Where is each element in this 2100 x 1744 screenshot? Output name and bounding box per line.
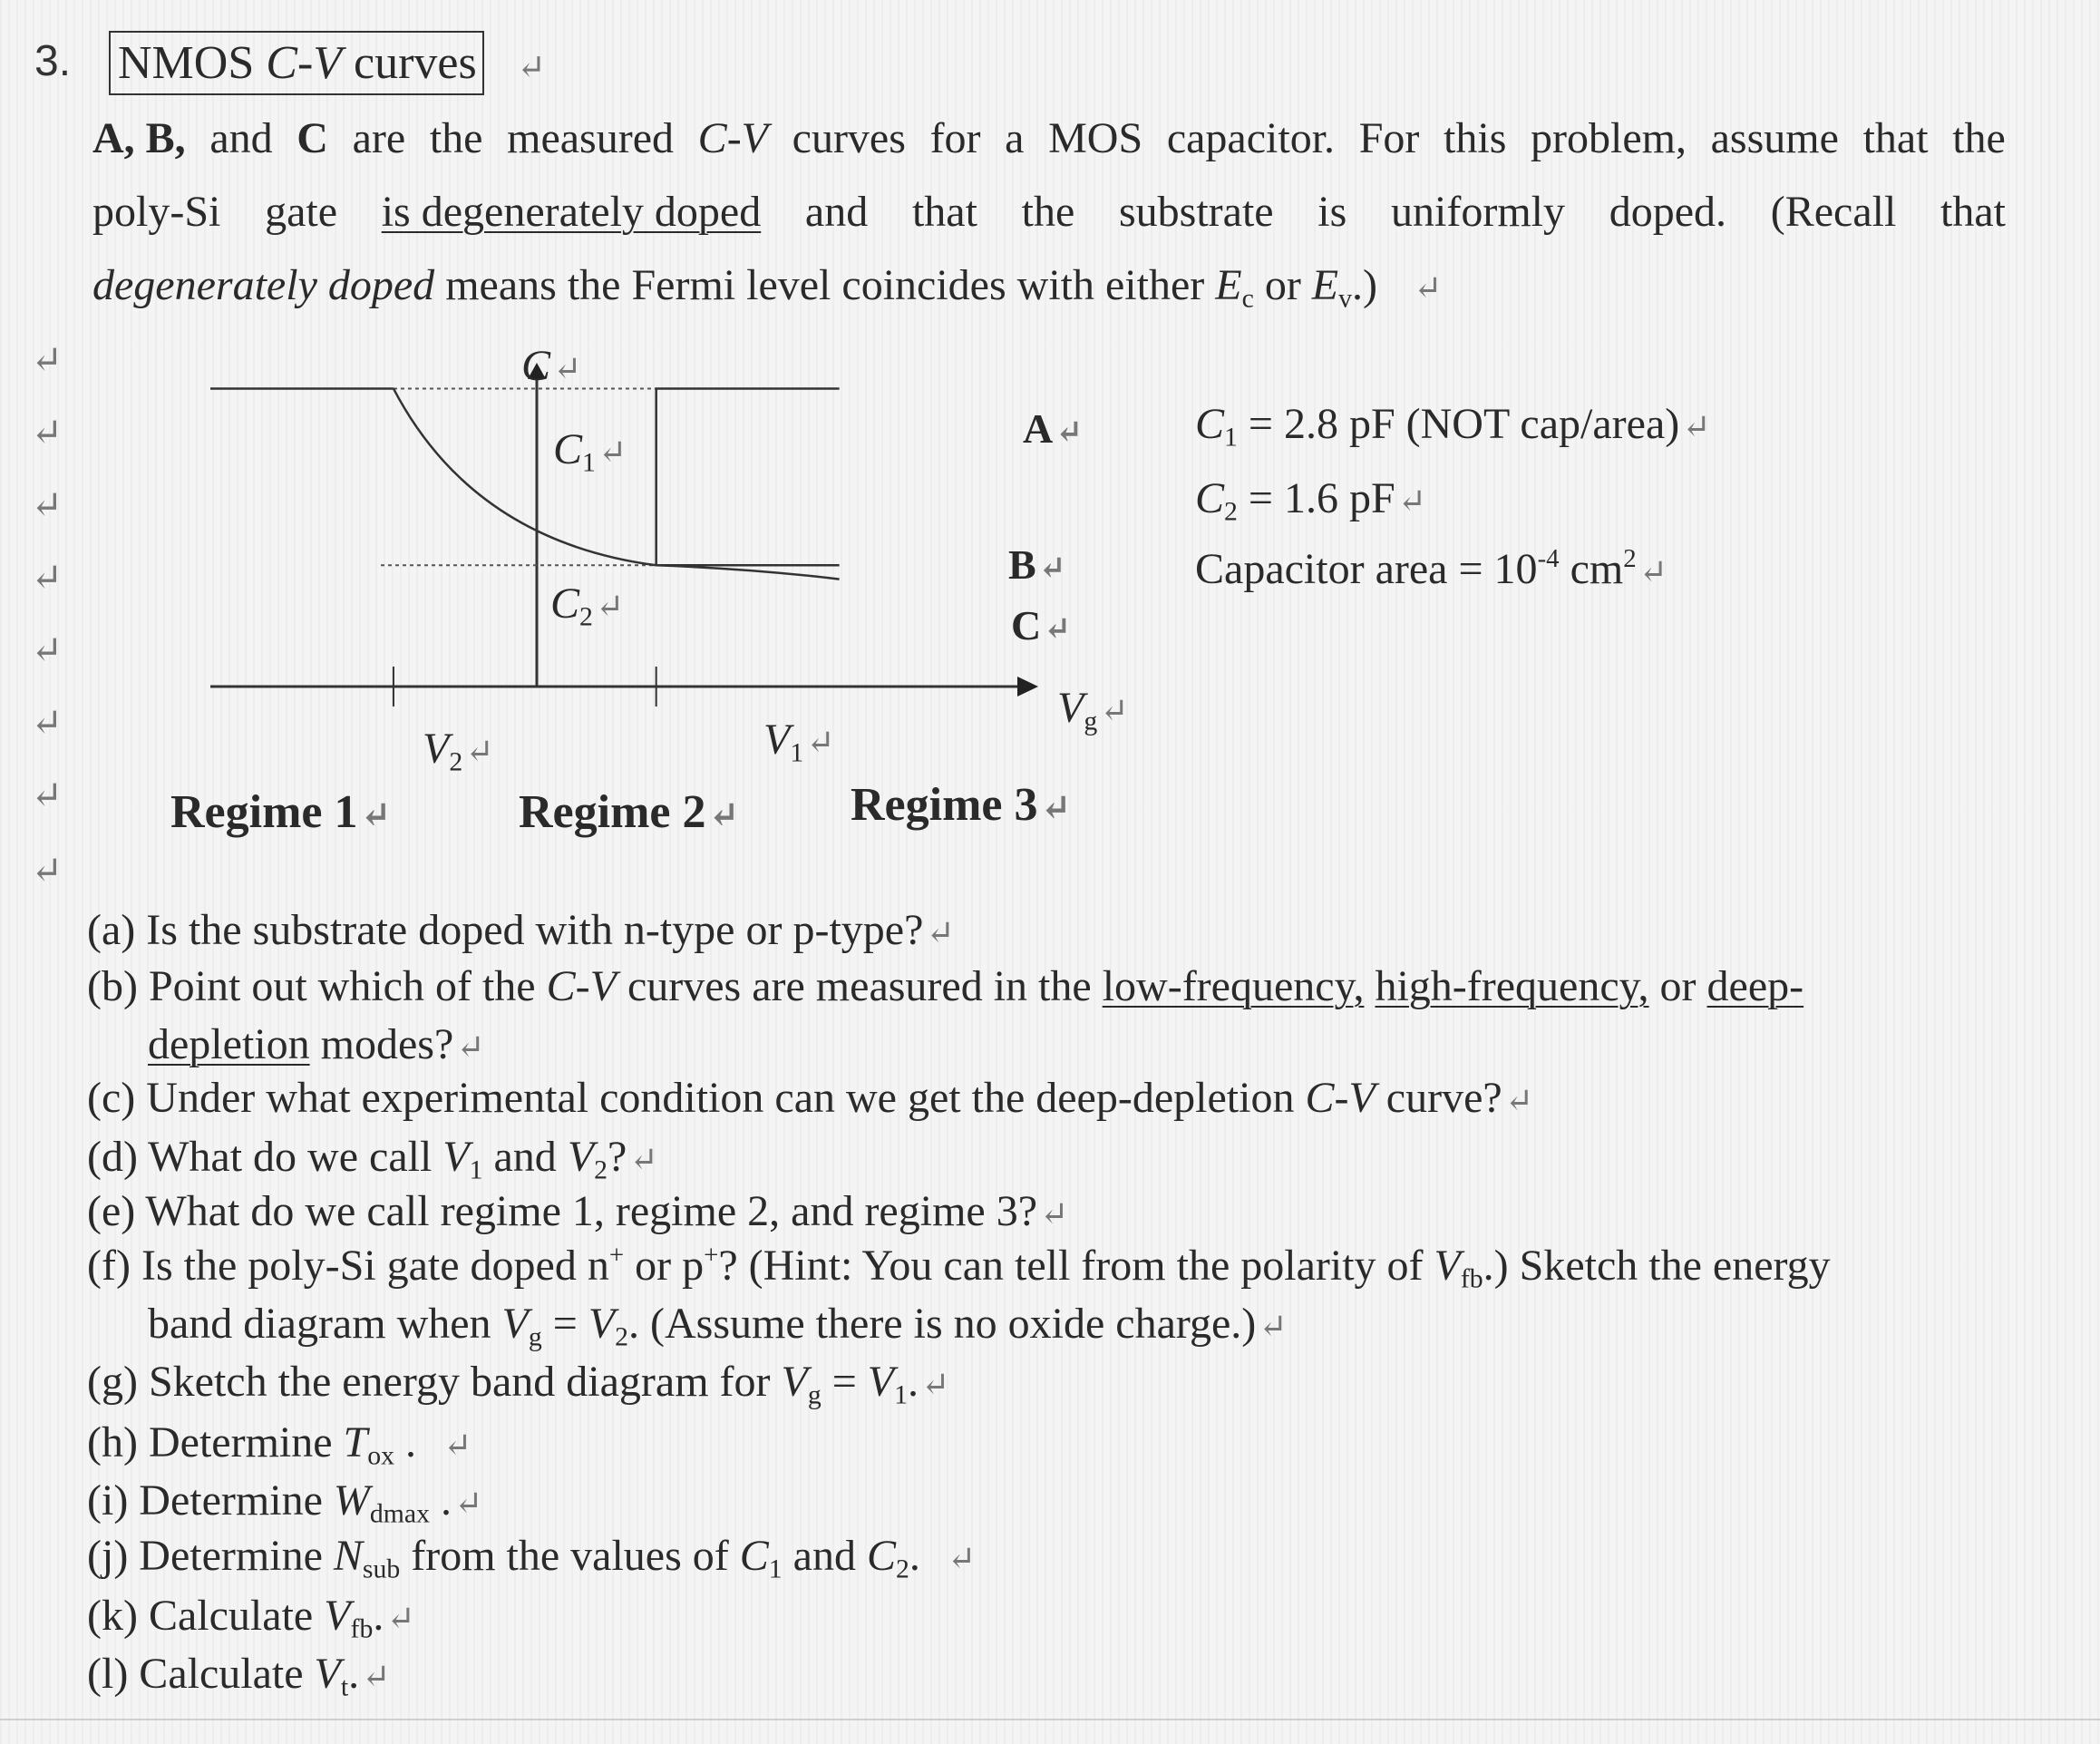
intro-line1-word: the bbox=[429, 114, 483, 162]
question-i: (i) Determine $W_{dmax}$ .↵ bbox=[87, 1476, 483, 1529]
return-mark-icon: ↵ bbox=[31, 558, 63, 599]
page-divider bbox=[0, 1719, 2100, 1720]
intro-line1-word: a bbox=[1005, 114, 1025, 162]
curve-label-a: A↵ bbox=[1023, 405, 1084, 452]
question-g: (g) Sketch the energy band diagram for $V_g$ = $V_1.↵$ bbox=[87, 1358, 950, 1410]
intro-line2-word: poly-Si bbox=[92, 188, 221, 236]
question-b: (b) Point out which of the C-V curves are measured in the low-frequency, high-frequency, or deep- bbox=[87, 962, 1804, 1010]
cv-curve-a bbox=[210, 388, 840, 565]
question-j: (j) Determine $N_{sub}$ from the values of $C_1$ and $C_2$. ↵ bbox=[87, 1532, 977, 1584]
tick-label-v2: $V_2↵$ bbox=[423, 725, 494, 777]
return-mark-icon: ↵ bbox=[31, 775, 63, 817]
intro-line1-word: the bbox=[1952, 114, 2006, 162]
intro-line1-word: MOS bbox=[1048, 114, 1143, 162]
intro-line2-word: doped. bbox=[1609, 188, 1727, 236]
return-mark-icon: ↵ bbox=[517, 49, 546, 87]
question-f: (f) Is the poly-Si gate doped n+ or p+? (Hint: You can tell from the polarity of $V_{fb}$.) Sketch the energy bbox=[87, 1241, 1831, 1294]
intro-line2-word: (Recall bbox=[1770, 188, 1897, 236]
return-mark-icon: ↵ bbox=[31, 630, 63, 672]
question-a: (a) Is the substrate doped with n-type or p-type?↵ bbox=[87, 906, 955, 954]
c2-level-label: $C_2↵$ bbox=[550, 580, 625, 632]
intro-line1-word: are bbox=[352, 114, 406, 162]
regime-2-label: Regime 2↵ bbox=[519, 786, 740, 838]
given-c1: $C_1 = 2.8$ pF (NOT cap/area)↵ bbox=[1195, 400, 1711, 453]
intro-line1-word: for bbox=[929, 114, 981, 162]
return-mark-icon: ↵ bbox=[31, 851, 63, 892]
intro-line1-word: this bbox=[1444, 114, 1507, 162]
return-mark-icon: ↵ bbox=[31, 413, 63, 454]
intro-line1-word: capacitor. bbox=[1166, 114, 1336, 162]
intro-line1-word: A, B, bbox=[92, 114, 186, 162]
cv-curve-c bbox=[656, 565, 840, 579]
given-area: Capacitor area = $10^{-4}$ $cm^2↵$ bbox=[1195, 544, 1667, 593]
question-k: (k) Calculate $V_{fb}.↵$ bbox=[87, 1592, 415, 1644]
c1-level-label: $C_1↵$ bbox=[553, 425, 627, 478]
x-axis-arrow bbox=[1017, 677, 1038, 697]
problem-title: NMOS C-V curves bbox=[109, 31, 484, 95]
intro-line1-word: problem, bbox=[1531, 114, 1687, 162]
intro-line-3: degenerately doped means the Fermi level coincides with either $E_c$ or $E_v$.) ↵ bbox=[92, 261, 1443, 314]
x-axis-label: $V_g↵$ bbox=[1057, 684, 1129, 736]
return-mark-icon: ↵ bbox=[31, 703, 63, 745]
intro-line1-word: C-V bbox=[697, 114, 768, 162]
question-c: (c) Under what experimental condition can we get the deep-depletion C-V curve?↵ bbox=[87, 1074, 1534, 1122]
intro-line1-word: For bbox=[1358, 114, 1420, 162]
regime-1-label: Regime 1↵ bbox=[170, 786, 392, 838]
intro-line2-word: that bbox=[1940, 188, 2006, 236]
intro-line2-word: is bbox=[1317, 188, 1347, 236]
return-mark-icon: ↵ bbox=[1413, 270, 1443, 307]
intro-line1-word: C bbox=[297, 114, 328, 162]
curve-label-b: B↵ bbox=[1008, 541, 1066, 588]
return-mark-icon: ↵ bbox=[31, 485, 63, 527]
question-d: (d) What do we call $V_1$ and $V_2?↵$ bbox=[87, 1133, 658, 1185]
intro-line1-word: curves bbox=[792, 114, 906, 162]
intro-line2-word: substrate bbox=[1118, 188, 1274, 236]
question-h: (h) Determine $T_{ox}$ . ↵ bbox=[87, 1418, 472, 1471]
intro-line2-word: uniformly bbox=[1391, 188, 1565, 236]
question-b-continued: depletion modes?↵ bbox=[148, 1020, 485, 1068]
given-c2: $C_2 = 1.6$ pF↵ bbox=[1195, 474, 1427, 527]
regime-3-label: Regime 3↵ bbox=[851, 779, 1072, 831]
tick-label-v1: $V_1↵$ bbox=[763, 716, 835, 768]
intro-line2-word: that bbox=[911, 188, 977, 236]
intro-line2-word: gate bbox=[265, 188, 338, 236]
y-axis-label: C↵ bbox=[521, 342, 582, 390]
intro-line2-word: the bbox=[1021, 188, 1075, 236]
problem-number: 3. bbox=[34, 37, 72, 85]
return-mark-icon: ↵ bbox=[31, 340, 63, 382]
intro-line1-word: assume bbox=[1710, 114, 1839, 162]
curve-label-c: C↵ bbox=[1011, 602, 1072, 648]
intro-line1-word: measured bbox=[507, 114, 675, 162]
intro-line1-word: that bbox=[1862, 114, 1929, 162]
intro-line1-word: and bbox=[209, 114, 273, 162]
question-e: (e) What do we call regime 1, regime 2, and regime 3?↵ bbox=[87, 1187, 1069, 1235]
question-f-continued: band diagram when $V_g = V_2$. (Assume there is no oxide charge.)↵ bbox=[148, 1300, 1288, 1352]
question-l: (l) Calculate $V_t.↵$ bbox=[87, 1650, 391, 1702]
intro-line2-word: and bbox=[804, 188, 869, 236]
intro-line2-word: is degenerately doped bbox=[381, 188, 762, 236]
